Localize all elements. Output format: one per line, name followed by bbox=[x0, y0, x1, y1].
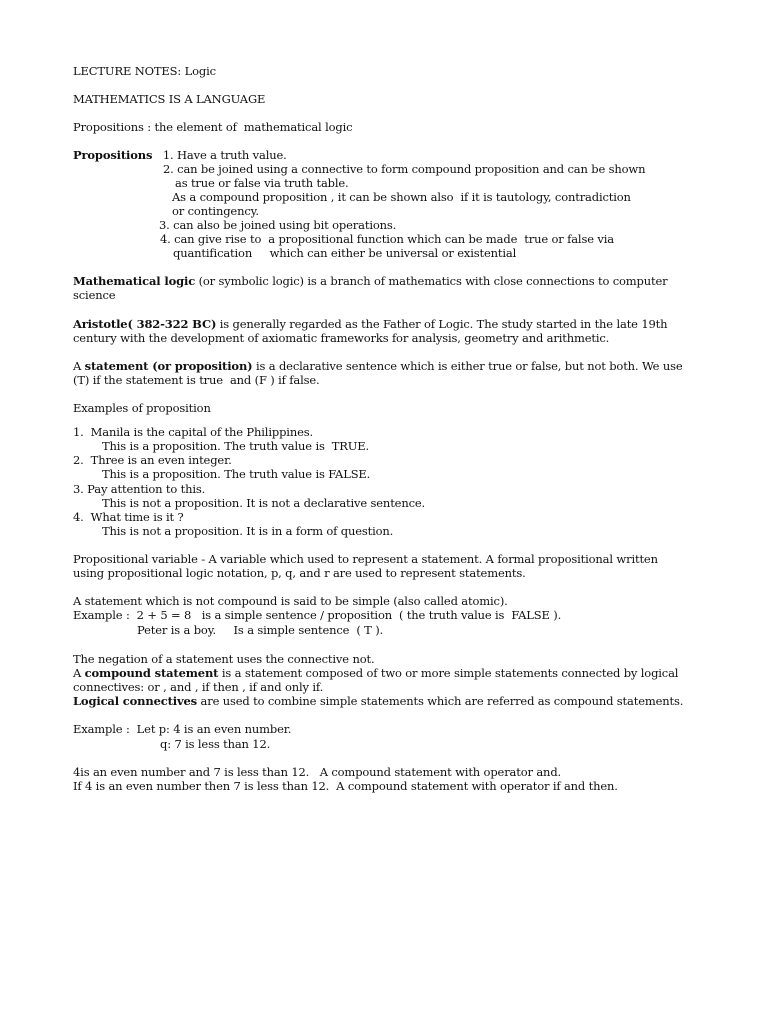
logical-connectives-term: Logical connectives bbox=[73, 694, 198, 708]
connectives-list: connectives: or , and , if then , if and only if. bbox=[73, 680, 324, 694]
statement-term: statement (or proposition) bbox=[84, 359, 253, 373]
compound-statement-text: is a statement composed of two or more simple statements connected by logical bbox=[218, 666, 679, 680]
example-4: 4. What time is it ? bbox=[73, 510, 184, 524]
aristotle-para bbox=[73, 317, 667, 331]
logical-connectives-definition bbox=[73, 694, 683, 708]
propositions-line-1 bbox=[73, 148, 287, 162]
propositional-variable-para: Propositional variable - A variable which used to represent a statement. A formal propositional written bbox=[73, 552, 658, 566]
propositions-item-2: 2. can be joined using a connective to form compound proposition and can be shown bbox=[163, 162, 646, 176]
lecture-title: LECTURE NOTES: Logic bbox=[73, 64, 216, 78]
aristotle-text: is generally regarded as the Father of Logic. The study started in the late 19th bbox=[216, 317, 668, 331]
statement-prefix: A bbox=[73, 359, 85, 373]
simple-statement-example: Example : 2 + 5 = 8 is a simple sentence / proposition ( the truth value is FALSE ). bbox=[73, 608, 562, 622]
compound-example-q: q: 7 is less than 12. bbox=[160, 737, 271, 751]
propositions-item-1: 1. Have a truth value. bbox=[162, 148, 287, 162]
compound-statement-definition bbox=[73, 666, 678, 680]
statement-definition bbox=[73, 359, 683, 373]
example-1-answer: This is a proposition. The truth value is TRUE. bbox=[102, 439, 370, 453]
statement-text: is a declarative sentence which is either true or false, but not both. We use bbox=[252, 359, 683, 373]
example-4-answer: This is not a proposition. It is in a form of question. bbox=[102, 524, 394, 538]
compound-prefix: A bbox=[73, 666, 85, 680]
example-3: 3. Pay attention to this. bbox=[73, 482, 206, 496]
propositions-label: Propositions bbox=[73, 148, 153, 162]
example-2-answer: This is a proposition. The truth value is FALSE. bbox=[102, 467, 371, 481]
mathematical-logic-para bbox=[73, 274, 668, 288]
aristotle-para-cont: century with the development of axiomatic frameworks for analysis, geometry and arithmetic. bbox=[73, 331, 610, 345]
logical-connectives-text: are used to combine simple statements which are referred as compound statements. bbox=[197, 694, 684, 708]
mathematical-logic-para-cont: science bbox=[73, 288, 116, 302]
compound-example-if-then: If 4 is an even number then 7 is less than 12. A compound statement with operator if and then. bbox=[73, 779, 618, 793]
section-heading: MATHEMATICS IS A LANGUAGE bbox=[73, 92, 266, 106]
simple-statement-definition: A statement which is not compound is said to be simple (also called atomic). bbox=[73, 594, 508, 608]
compound-statement-term: compound statement bbox=[84, 666, 219, 680]
propositional-variable-para-cont: using propositional logic notation, p, q, and r are used to represent statements. bbox=[73, 566, 526, 580]
mathematical-logic-term: Mathematical logic bbox=[73, 274, 196, 288]
negation-line: The negation of a statement uses the connective not. bbox=[73, 652, 375, 666]
mathematical-logic-text: (or symbolic logic) is a branch of mathematics with close connections to computer bbox=[195, 274, 668, 288]
statement-definition-cont: (T) if the statement is true and (F ) if false. bbox=[73, 373, 320, 387]
example-2: 2. Three is an even integer. bbox=[73, 453, 232, 467]
propositions-item-2-cont: as true or false via truth table. bbox=[175, 176, 349, 190]
propositions-item-3: 3. can also be joined using bit operations. bbox=[159, 218, 397, 232]
simple-statement-example-2: Peter is a boy. Is a simple sentence ( T ). bbox=[137, 623, 384, 637]
compound-example-p: Example : Let p: 4 is an even number. bbox=[73, 722, 292, 736]
compound-example-and: 4is an even number and 7 is less than 12. A compound statement with operator and. bbox=[73, 765, 562, 779]
propositions-item-4-cont: quantification which can either be universal or existential bbox=[173, 246, 517, 260]
propositions-compound-note-cont: or contingency. bbox=[172, 204, 259, 218]
propositions-compound-note: As a compound proposition , it can be shown also if it is tautology, contradiction bbox=[172, 190, 631, 204]
propositions-item-4: 4. can give rise to a propositional function which can be made true or false via bbox=[160, 232, 614, 246]
section-subheading: Propositions : the element of mathematical logic bbox=[73, 120, 353, 134]
example-3-answer: This is not a proposition. It is not a declarative sentence. bbox=[102, 496, 426, 510]
aristotle-term: Aristotle( 382-322 BC) bbox=[73, 317, 217, 331]
examples-heading: Examples of proposition bbox=[73, 401, 211, 415]
example-1: 1. Manila is the capital of the Philippines. bbox=[73, 425, 313, 439]
